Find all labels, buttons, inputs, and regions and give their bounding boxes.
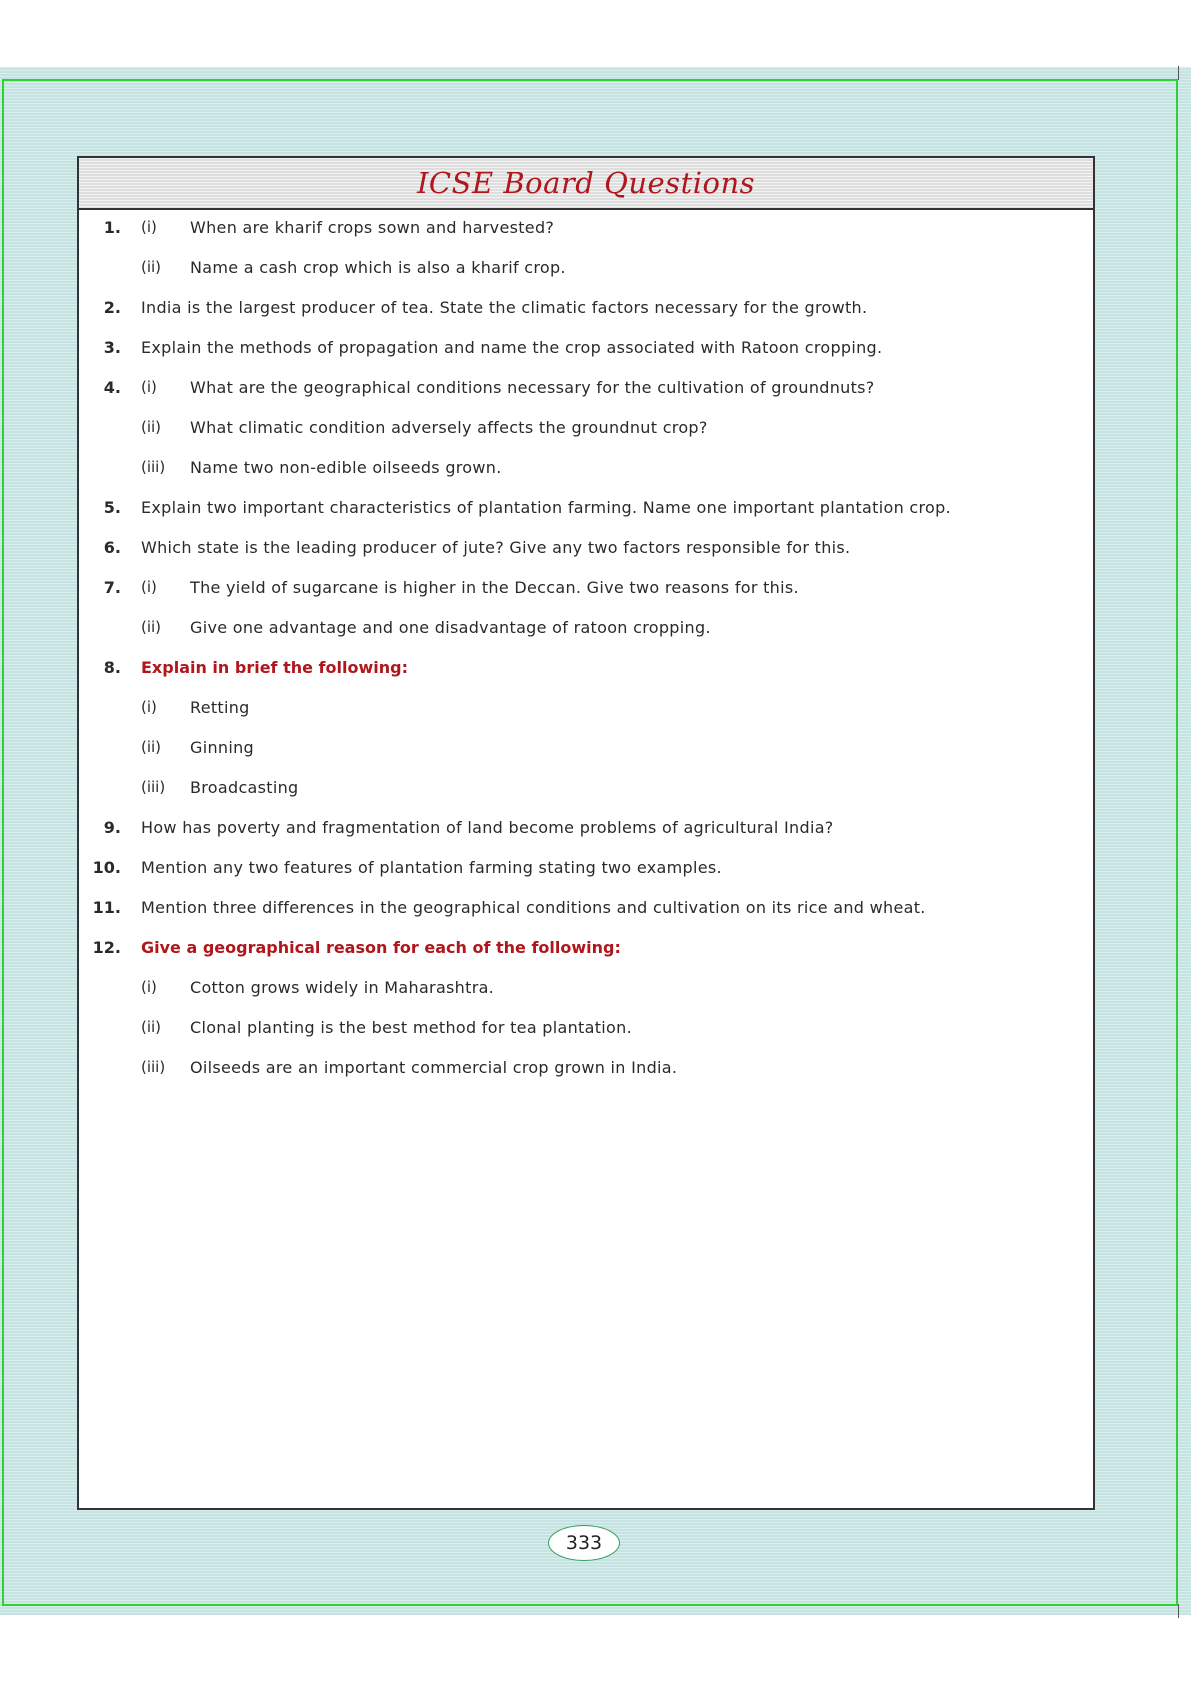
question-number: 8. [103,658,121,677]
question-text: India is the largest producer of tea. State the climatic factors necessary for the growth. [141,298,868,317]
question-number: 6. [103,538,121,557]
question-number: 9. [103,818,121,837]
sub-label: (ii) [141,738,162,756]
question-text: When are kharif crops sown and harvested? [190,218,555,237]
sub-label: (i) [141,218,157,236]
page-number: 333 [565,1532,603,1554]
question-text: Name two non-edible oilseeds grown. [190,458,502,477]
page-number-badge [548,1525,620,1561]
question-number: 1. [103,218,121,237]
sub-label: (iii) [141,458,166,476]
page-title: ICSE Board Questions [416,166,756,200]
sub-label: (ii) [141,618,162,636]
question-number: 4. [103,378,121,397]
question-text: The yield of sugarcane is higher in the Deccan. Give two reasons for this. [190,578,799,597]
sub-label: (i) [141,698,157,716]
sub-label: (iii) [141,1058,166,1076]
panel-header [79,158,1093,210]
sub-label: (i) [141,578,157,596]
question-text: Which state is the leading producer of jute? Give any two factors responsible for this. [141,538,851,557]
question-text: Oilseeds are an important commercial crop grown in India. [190,1058,678,1077]
sub-label: (ii) [141,1018,162,1036]
question-text: Retting [190,698,250,717]
question-text: Broadcasting [190,778,299,797]
question-text: Mention any two features of plantation farming stating two examples. [141,858,722,877]
question-number: 3. [103,338,121,357]
question-text: What are the geographical conditions necessary for the cultivation of groundnuts? [190,378,875,397]
question-number: 11. [92,898,121,917]
sub-label: (i) [141,978,157,996]
question-text: What climatic condition adversely affects the groundnut crop? [190,418,708,437]
question-text: Explain the methods of propagation and name the crop associated with Ratoon cropping. [141,338,883,357]
question-text: Explain two important characteristics of plantation farming. Name one important plantation crop. [141,498,951,517]
question-text: How has poverty and fragmentation of land become problems of agricultural India? [141,818,834,837]
questions-panel [77,156,1095,1510]
question-number: 12. [92,938,121,957]
question-number: 2. [103,298,121,317]
question-number: 5. [103,498,121,517]
question-text: Cotton grows widely in Maharashtra. [190,978,495,997]
crop-mark-top [1178,66,1179,80]
question-text: Name a cash crop which is also a kharif crop. [190,258,566,277]
question-heading: Give a geographical reason for each of the following: [141,938,621,957]
sub-label: (ii) [141,418,162,436]
question-text: Mention three differences in the geographical conditions and cultivation on its rice and wheat. [141,898,926,917]
sub-label: (ii) [141,258,162,276]
sub-label: (i) [141,378,157,396]
sub-label: (iii) [141,778,166,796]
question-text: Give one advantage and one disadvantage of ratoon cropping. [190,618,711,637]
question-text: Clonal planting is the best method for tea plantation. [190,1018,632,1037]
question-text: Ginning [190,738,254,757]
crop-mark-bottom [1178,1604,1179,1618]
question-number: 7. [103,578,121,597]
question-number: 10. [92,858,121,877]
question-heading: Explain in brief the following: [141,658,408,677]
